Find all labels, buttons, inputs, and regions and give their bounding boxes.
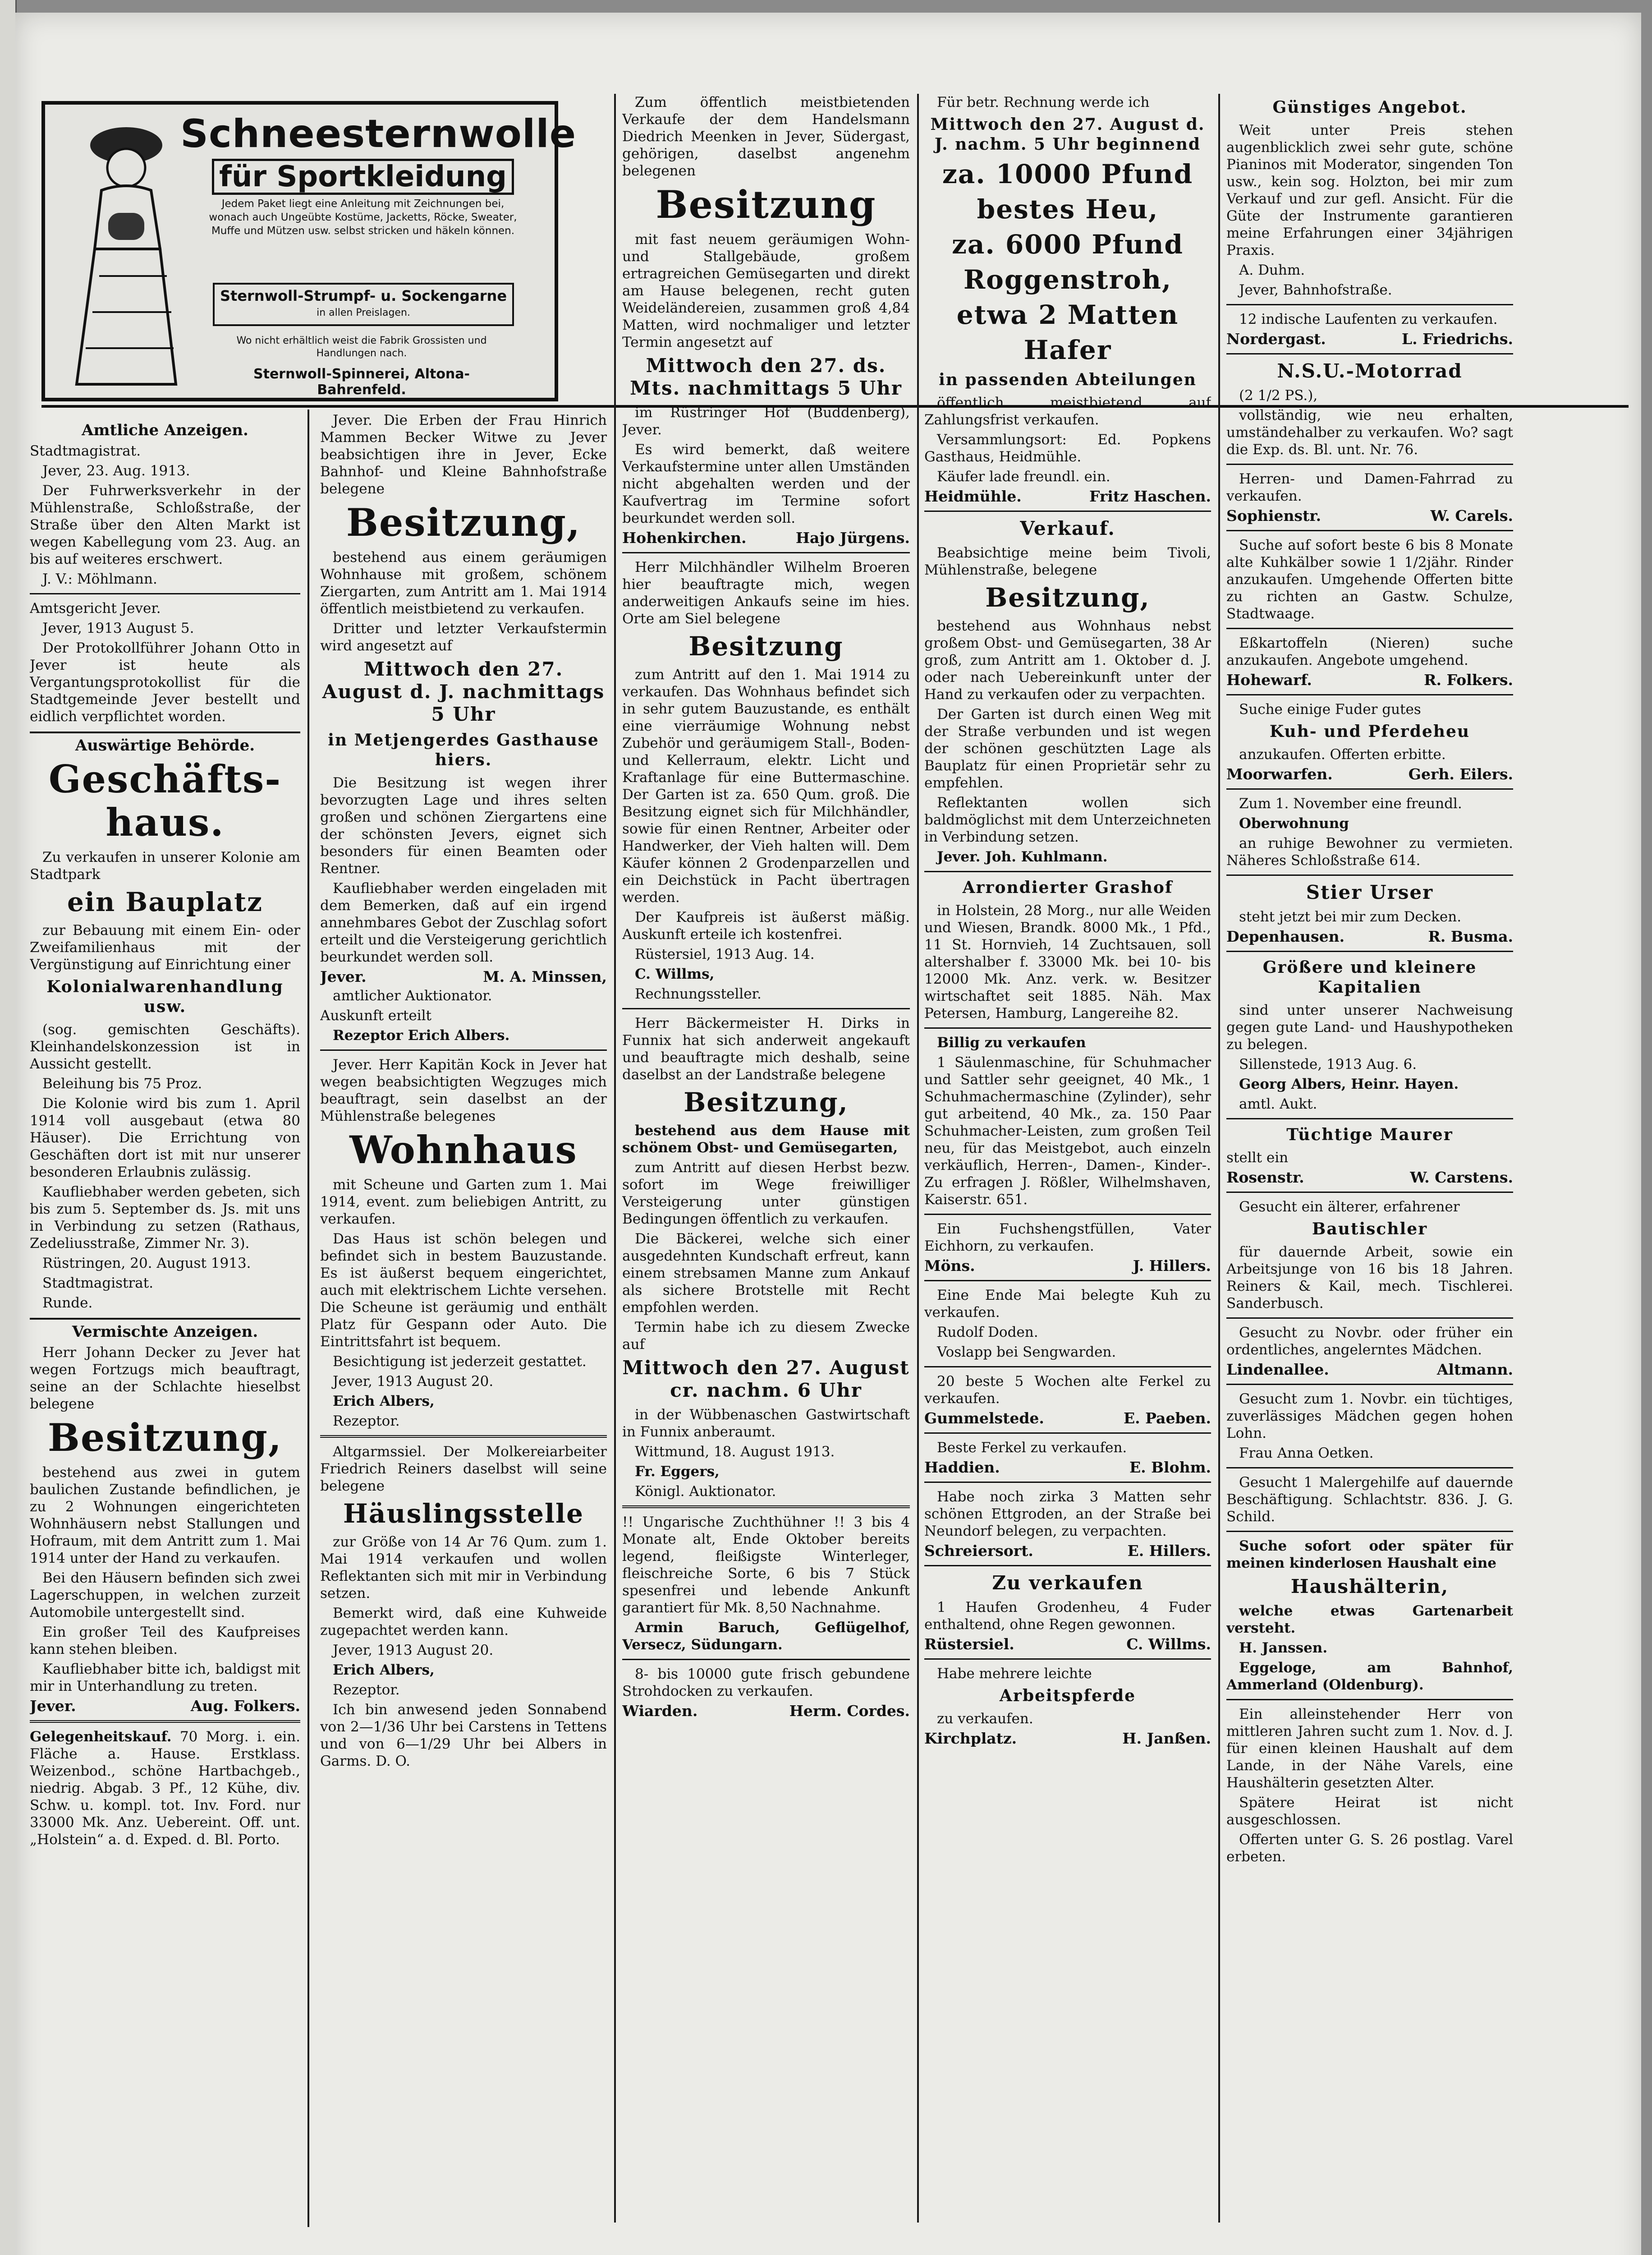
signature-name: Fritz Haschen. bbox=[1089, 488, 1211, 505]
signature-title: Königl. Auktionator. bbox=[635, 1483, 776, 1500]
ad-text: für dauernde Arbeit, sowie ein Arbeitsjunge von 16 bis 18 Jahren. Reiners & Kail, mech. Tischlerei. Sanderbusch. bbox=[1226, 1244, 1513, 1312]
divider bbox=[622, 1008, 910, 1009]
divider bbox=[1226, 628, 1513, 629]
section-heading: Amtliche Anzeigen. bbox=[82, 421, 248, 439]
signature-name: Gerh. Eilers. bbox=[1408, 765, 1513, 783]
divider bbox=[924, 1027, 1211, 1029]
signature-place: Kirchplatz. bbox=[924, 1730, 1017, 1747]
ad-signature bbox=[1226, 331, 1513, 348]
ad-text: 1 Haufen Grodenheu, 4 Fuder enthaltend, ohne Regen gewonnen. bbox=[924, 1599, 1211, 1633]
signature-name: E. Hillers. bbox=[1127, 1542, 1211, 1560]
headline-stroh: Roggenstroh, bbox=[963, 264, 1172, 295]
divider bbox=[1226, 1384, 1513, 1385]
divider bbox=[1226, 1192, 1513, 1193]
divider bbox=[1226, 874, 1513, 876]
notice-heading: Amtsgericht Jever. bbox=[30, 600, 161, 617]
ad-text: anzukaufen. Offerten erbitte. bbox=[1239, 746, 1446, 763]
signature-name: Aug. Folkers. bbox=[190, 1697, 300, 1715]
ad-signature: Fr. Eggers, bbox=[635, 1463, 720, 1480]
signature-name: R. Folkers. bbox=[1424, 671, 1513, 689]
ad-text: Jever. Herr Kapitän Kock in Jever hat wegen beabsichtigten Wegzuges mich beauftragt, sein daselbst an der Mühlenstraße belegenes bbox=[320, 1057, 607, 1124]
ad-text: Ein Fuchshengstfüllen, Vater Eichhorn, zu verkaufen. bbox=[924, 1221, 1211, 1254]
signature-name: E. Blohm. bbox=[1129, 1459, 1211, 1476]
divider bbox=[30, 593, 300, 594]
ad-text: Für betr. Rechnung werde ich bbox=[937, 94, 1150, 110]
ad-text: in Holstein, 28 Morg., nur alle Weiden und Wiesen, Brandk. 8000 Mk., 1 Pfd., 11 St. Hornvieh, 14 Zuchtsauen, soll altershalber f. 33000 Mk. bei 10- bis 12000 Mk. Anz. verk. w. Besitzer wirtschaftet seit 1885. Näh. Max Petersen, Hamburg, Langereihe 82. bbox=[924, 902, 1211, 1022]
ad-text: Käufer lade freundl. ein. bbox=[937, 469, 1111, 485]
ad-text: Herr Johann Decker zu Jever hat wegen Fortzugs mich beauftragt, seine an der Schlachte hieselbst belegene bbox=[30, 1344, 300, 1412]
ad-text: Die Besitzung ist wegen ihrer bevorzugten Lage und ihres selten großen und schönen Ziergartens eine der schönsten Jevers, eignet sich besonders für einen Beamten oder Rentner. bbox=[320, 775, 607, 877]
divider bbox=[320, 1435, 607, 1438]
ad-text: öffentlich meistbietend auf Zahlungsfrist verkaufen. bbox=[924, 395, 1211, 428]
ad-signature: Frau Anna Oetken. bbox=[1239, 1445, 1374, 1461]
ad-text: (2 1/2 PS.), bbox=[1239, 387, 1318, 404]
ad-text: Zum öffentlich meistbietenden Verkaufe der dem Handelsmann Diedrich Meenken in Jever, Südergast, gehörigen, daselbst angenehm belegenen bbox=[622, 94, 910, 179]
divider bbox=[924, 1658, 1211, 1660]
column-rule bbox=[614, 94, 616, 2223]
ad-signature: Stadtmagistrat. bbox=[42, 1275, 154, 1291]
ad-text: bestehend aus Wohnhaus nebst großem Obst- und Gemüsegarten, 38 Ar groß, zum Antritt am 1. Oktober d. J. oder nach Uebereinkunft unter der Hand zu verkaufen oder zu verpachten. bbox=[924, 618, 1211, 703]
ad-text: (sog. gemischten Geschäfts). Kleinhandelskonzession ist in Aussicht gestellt. bbox=[30, 1022, 300, 1072]
signature-place: Jever. bbox=[30, 1697, 76, 1715]
signature-name: H. Janßen. bbox=[1122, 1730, 1211, 1747]
signature-place: Möns. bbox=[924, 1257, 975, 1275]
column-5 bbox=[1226, 94, 1513, 2255]
notice-heading: Stadtmagistrat. bbox=[30, 443, 141, 459]
signature-name: L. Friedrichs. bbox=[1401, 330, 1513, 348]
ad-signature bbox=[1226, 1169, 1513, 1186]
advert-footer: Sternwoll-Spinnerei, Altona-Bahrenfeld. bbox=[253, 366, 470, 398]
ad-signature bbox=[320, 968, 607, 985]
column-1 bbox=[30, 412, 300, 2255]
headline-grashof: Arrondierter Grashof bbox=[962, 878, 1173, 897]
ad-signature: Rezeptor Erich Albers. bbox=[333, 1027, 510, 1044]
advert-title: Schneesternwolle bbox=[180, 111, 577, 156]
ad-text: Herr Bäckermeister H. Dirks in Funnix hat sich anderweit angekauft und beauftragte mich deshalb, seine daselbst an der Landstraße belegene bbox=[622, 1015, 910, 1083]
headline-pferdeheu: Kuh- und Pferdeheu bbox=[1269, 722, 1470, 741]
divider bbox=[924, 871, 1211, 872]
ad-text: Bemerkt wird, daß eine Kuhweide zugepachtet werden kann. bbox=[320, 1605, 607, 1638]
ad-text: bestehend aus einem geräumigen Wohnhause mit großem, schönem Ziergarten, zum Antritt am 1. Mai 1914 öffentlich meistbietend zu verkaufen. bbox=[320, 549, 607, 617]
woman-figure-illustration bbox=[59, 114, 198, 389]
ad-text: Der Kaufpreis ist äußerst mäßig. Auskunft erteile ich kostenfrei. bbox=[622, 909, 910, 943]
ad-heading: Billig zu verkaufen bbox=[937, 1035, 1086, 1051]
ad-text: Gesucht zum 1. Novbr. ein tüchtiges, zuverlässiges Mädchen gegen hohen Lohn. bbox=[1226, 1391, 1513, 1441]
signature-name: E. Paeben. bbox=[1124, 1409, 1211, 1427]
divider bbox=[924, 1482, 1211, 1483]
signature-place: Gummelstede. bbox=[924, 1409, 1044, 1427]
schneesternwolle-advert bbox=[41, 101, 577, 401]
divider bbox=[1226, 1531, 1513, 1532]
ad-text: mit fast neuem geräumigen Wohn- und Stallgebäude, großem ertragreichen Gemüsegarten und direkt am Hause belegenen, recht guten Weideländereien, zusammen groß 4,84 Matten, wird nochmaliger und letzter Termin angesetzt auf bbox=[622, 231, 910, 350]
ad-date: Jever, 1913 August 20. bbox=[333, 1642, 494, 1658]
divider bbox=[1226, 353, 1513, 354]
ad-signature bbox=[924, 1636, 1211, 1653]
ad-text: zum Antritt auf diesen Herbst bezw. sofort im Wege freiwilliger Versteigerung unter günstigen Bedingungen öffentlich zu verkaufen. bbox=[622, 1160, 910, 1227]
signature-place: Nordergast. bbox=[1226, 330, 1326, 348]
ad-signature: Rudolf Doden. bbox=[937, 1324, 1038, 1340]
ad-signature bbox=[924, 1730, 1211, 1747]
signature-name: Altmann. bbox=[1436, 1361, 1513, 1378]
ad-text: Suche einige Fuder gutes bbox=[1239, 701, 1421, 718]
ad-text: sind unter unserer Nachweisung gegen gute Land- und Haushypotheken zu belegen. bbox=[1226, 1002, 1513, 1053]
signature-title: amtl. Aukt. bbox=[1239, 1096, 1317, 1112]
headline-stroh-amount: za. 6000 Pfund bbox=[952, 229, 1184, 260]
divider bbox=[1226, 788, 1513, 790]
column-4 bbox=[924, 94, 1211, 2255]
signature-title: Rezeptor. bbox=[333, 1413, 400, 1429]
ad-text: !! Ungarische Zuchthühner !! 3 bis 4 Monate alt, Ende Oktober bereits legend, fleißigste Winterleger, fleischreiche Sorte, 6 bis 7 Stück spesenfrei und lebende Ankunft garantiert für Mk. 8,50 Nachnahme. bbox=[622, 1514, 910, 1616]
notice-text: Der Fuhrwerksverkehr in der Mühlenstraße, Schloßstraße, der Straße über den Alten Markt ist wegen Kabellegung vom 23. Aug. an bis auf weiteres erschwert. bbox=[30, 483, 300, 567]
ad-text: zur Größe von 14 Ar 76 Qum. zum 1. Mai 1914 verkaufen und wollen Reflektanten sich mit mir in Verbindung setzen. bbox=[320, 1534, 607, 1602]
ad-text: Besichtigung ist jederzeit gestattet. bbox=[333, 1353, 587, 1370]
column-rule bbox=[307, 410, 309, 2227]
ad-text: Herren- und Damen-Fahrrad zu verkaufen. bbox=[1226, 471, 1513, 504]
ad-signature bbox=[622, 529, 910, 547]
signature-title: Rezeptor. bbox=[333, 1682, 400, 1698]
signature-name: M. A. Minssen, bbox=[483, 968, 607, 985]
signature-place: Rüstersiel. bbox=[924, 1635, 1014, 1653]
column-rule bbox=[917, 94, 919, 2223]
ad-text: 20 beste 5 Wochen alte Ferkel zu verkaufen. bbox=[924, 1373, 1211, 1407]
ad-text: Dritter und letzter Verkaufstermin wird angesetzt auf bbox=[320, 621, 607, 654]
ad-signature: Runde. bbox=[42, 1295, 93, 1311]
ad-signature: Erich Albers, bbox=[333, 1662, 435, 1678]
ad-text: Gesucht 1 Malergehilfe auf dauernde Beschäftigung. Schlachtstr. 836. J. G. Schild. bbox=[1226, 1474, 1513, 1525]
column-2 bbox=[320, 412, 607, 2255]
ad-text: mit Scheune und Garten zum 1. Mai 1914, event. zum beliebigen Antritt, zu verkaufen. bbox=[320, 1177, 607, 1227]
signature-place: Hohewarf. bbox=[1226, 671, 1312, 689]
headline-heu: bestes Heu, bbox=[977, 194, 1159, 225]
divider bbox=[1226, 1118, 1513, 1119]
signature-place: Schreiersort. bbox=[924, 1542, 1033, 1560]
ad-signature bbox=[924, 1542, 1211, 1560]
ad-signature bbox=[924, 1459, 1211, 1476]
ad-date: Wittmund, 18. August 1913. bbox=[635, 1444, 835, 1460]
headline-kapitalien: Größere und kleinere Kapitalien bbox=[1262, 958, 1477, 997]
ad-signature bbox=[1226, 1361, 1513, 1378]
signature-name: C. Willms. bbox=[1126, 1635, 1211, 1653]
signature-place: Jever. bbox=[320, 968, 367, 985]
divider bbox=[1226, 694, 1513, 695]
ad-text: vollständig, wie neu erhalten, umständehalber zu verkaufen. Wo? sagt die Exp. ds. Bl. unt. Nr. 76. bbox=[1226, 407, 1513, 458]
adjacent-page-edge bbox=[0, 0, 17, 2255]
headline-besitzung: Besitzung bbox=[688, 631, 844, 662]
ad-signature: A. Duhm. bbox=[1239, 262, 1305, 278]
ad-text: Die Kolonie wird bis zum 1. April 1914 voll ausgebaut (etwa 80 Häuser). Die Errichtung von Geschäften dort ist mit nur unserer besonderen Erlaubnis zulässig. bbox=[30, 1095, 300, 1180]
headline-geschaeftshaus: Geschäfts-haus. bbox=[48, 757, 282, 845]
ad-text: Beabsichtige meine beim Tivoli, Mühlenstraße, belegene bbox=[924, 545, 1211, 578]
signature-name: W. Carstens. bbox=[1410, 1169, 1513, 1186]
signature-place: Haddien. bbox=[924, 1459, 1000, 1476]
ad-text: Suche sofort oder später für meinen kinderlosen Haushalt eine bbox=[1226, 1538, 1513, 1571]
divider bbox=[1226, 951, 1513, 952]
headline-matten: etwa 2 Matten bbox=[956, 299, 1179, 330]
ad-text: stellt ein bbox=[1226, 1150, 1289, 1166]
ad-text: Jever. Die Erben der Frau Hinrich Mammen Becker Witwe zu Jever beabsichtigen ihre in Jever, Ecke Bahnhof- und Kleine Bahnhofstraße belegene bbox=[320, 412, 607, 497]
ad-signature bbox=[1226, 928, 1513, 945]
ad-text: Eine Ende Mai belegte Kuh zu verkaufen. bbox=[924, 1287, 1211, 1321]
headline-besitzung: Besitzung bbox=[656, 182, 876, 227]
ad-text: zur Bebauung mit einem Ein- oder Zweifamilienhaus mit der Vergünstigung auf Einrichtung einer bbox=[30, 922, 300, 973]
headline-besitzung: Besitzung, bbox=[985, 582, 1150, 613]
divider bbox=[924, 1214, 1211, 1215]
headline-bautischler: Bautischler bbox=[1312, 1220, 1428, 1238]
ad-text: Habe mehrere leichte bbox=[937, 1666, 1092, 1682]
signature-title: amtlicher Auktionator. bbox=[333, 988, 492, 1004]
ad-text: Gesucht ein älterer, erfahrener bbox=[1239, 1199, 1460, 1215]
headline-termin: Mittwoch den 27. August d. J. nachm. 5 Uhr beginnend bbox=[930, 115, 1205, 154]
ad-text: Ein großer Teil des Kaufpreises kann stehen bleiben. bbox=[30, 1624, 300, 1657]
headline-besitzung: Besitzung, bbox=[684, 1087, 849, 1118]
section-heading: Vermischte Anzeigen. bbox=[30, 1318, 300, 1340]
signature-place: Sophienstr. bbox=[1226, 507, 1322, 525]
signature-name: W. Carels. bbox=[1430, 507, 1513, 525]
headline-haeuslingsstelle: Häuslingsstelle bbox=[343, 1498, 584, 1529]
divider bbox=[1226, 304, 1513, 305]
ad-text: Kaufliebhaber bitte ich, baldigst mit mir in Unterhandlung zu treten. bbox=[30, 1661, 300, 1694]
ad-place: Eggeloge, am Bahnhof, Ammerland (Oldenburg). bbox=[1226, 1660, 1513, 1693]
column-3 bbox=[622, 94, 910, 2255]
ad-text: Spätere Heirat ist nicht ausgeschlossen. bbox=[1226, 1795, 1513, 1828]
signature-name: J. Hillers. bbox=[1133, 1257, 1211, 1275]
signature-place: Depenhausen. bbox=[1226, 928, 1345, 945]
signature-title: Rechnungssteller. bbox=[635, 986, 762, 1002]
ad-text: im Rüstringer Hof (Buddenberg), Jever. bbox=[622, 405, 910, 438]
ad-date: Jever, 1913 August 20. bbox=[333, 1373, 494, 1390]
divider bbox=[924, 1366, 1211, 1367]
ad-signature: Georg Albers, Heinr. Hayen. bbox=[1239, 1076, 1459, 1092]
signature-name: R. Busma. bbox=[1428, 928, 1513, 945]
headline-besitzung: Besitzung, bbox=[346, 500, 581, 545]
advert-note: Wo nicht erhältlich weist die Fabrik Grossisten und Handlungen nach. bbox=[236, 335, 487, 359]
ad-signature: Armin Baruch, Geflügelhof, Versecz, Südungarn. bbox=[622, 1620, 910, 1653]
advert-yarn-sub: in allen Preislagen. bbox=[317, 307, 410, 318]
divider bbox=[1226, 1699, 1513, 1700]
ad-text: steht jetzt bei mir zum Decken. bbox=[1239, 909, 1462, 925]
ad-text: bestehend aus zwei in gutem baulichen Zustande befindlichen, je zu 2 Wohnungen eingerichteten Wohnhäusern nebst Stallungen und Hofraum, mit dem Antritt zum 1. Mai 1914 unter der Hand zu verkaufen. bbox=[30, 1464, 300, 1566]
signature-name: Hajo Jürgens. bbox=[795, 529, 910, 547]
divider bbox=[924, 1565, 1211, 1566]
divider bbox=[622, 1505, 910, 1508]
divider bbox=[30, 1720, 300, 1723]
newspaper-page bbox=[15, 13, 1641, 2255]
ad-signature bbox=[30, 1698, 300, 1715]
ad-signature bbox=[1226, 766, 1513, 783]
ad-text: welche etwas Gartenarbeit versteht. bbox=[1226, 1603, 1513, 1636]
ad-text: zum Antritt auf den 1. Mai 1914 zu verkaufen. Das Wohnhaus befindet sich in sehr gutem Bauzustande, es enthält eine vierräumige Wohnung nebst Zubehör und geräumigem Stall-, Boden- und Kellerraum, elektr. Licht und Kraftanlage für eine Buttermaschine. Der Garten ist za. 650 Qum. groß. Die Besitzung eignet sich für Milchhändler, sowie für einen Rentner, Arbeiter oder Handwerker, der Vieh halten will. Dem Käufer können 2 Grodenparzellen und ein Deichstück in Pacht übertragen werden. bbox=[622, 667, 910, 906]
notice-date: Jever, 23. Aug. 1913. bbox=[42, 463, 190, 479]
ad-text: Altgarmssiel. Der Molkereiarbeiter Friedrich Reiners daselbst will seine belegene bbox=[320, 1444, 607, 1494]
headline-bauplatz: ein Bauplatz bbox=[67, 887, 263, 917]
ad-text: Habe noch zirka 3 Matten sehr schönen Ettgroden, an der Straße bei Neundorf belegen, zu verpachten. bbox=[924, 1489, 1211, 1539]
ad-date: Rüstringen, 20. August 1913. bbox=[42, 1255, 251, 1271]
ad-signature bbox=[1226, 672, 1513, 689]
headline-besitzung: Besitzung, bbox=[47, 1415, 283, 1460]
ad-text: Das Haus ist schön belegen und befindet sich in bestem Bauzustande. Es ist äußerst bequem eingerichtet, auch mit elektrischem Lichte versehen. Die Scheune ist geräumig und enthält Platz für Gespann oder Auto. Die Eintrittsfahrt ist bequem. bbox=[320, 1231, 607, 1350]
divider bbox=[924, 511, 1211, 512]
ad-signature: Erich Albers, bbox=[333, 1393, 435, 1409]
signature-place: Hohenkirchen. bbox=[622, 529, 747, 547]
ad-text: Offerten unter G. S. 26 postlag. Varel erbeten. bbox=[1226, 1832, 1513, 1865]
headline-wohnhaus: Wohnhaus bbox=[349, 1128, 578, 1172]
signature-place: Heidmühle. bbox=[924, 488, 1022, 505]
headline-stier: Stier Urser bbox=[1306, 881, 1434, 903]
ad-text: Versammlungsort: Ed. Popkens Gasthaus, Heidmühle. bbox=[924, 432, 1211, 465]
ad-text: Beste Ferkel zu verkaufen. bbox=[937, 1440, 1127, 1456]
headline-nsu-motorrad: N.S.U.-Motorrad bbox=[1277, 360, 1463, 382]
headline-zu-verkaufen: Zu verkaufen bbox=[992, 1572, 1143, 1594]
headline-termin: Mittwoch den 27. August d. J. nachmittags 5 Uhr bbox=[322, 658, 605, 725]
ad-text: Suche auf sofort beste 6 bis 8 Monate alte Kuhkälber sowie 1 1/2jähr. Rinder anzukaufen. Umgehende Offerten bitte zu richten an Gastw. Schulze, Stadtwaage. bbox=[1226, 537, 1513, 622]
divider bbox=[1226, 464, 1513, 465]
ad-signature bbox=[924, 1410, 1211, 1427]
ad-text: Auskunft erteilt bbox=[320, 1008, 432, 1024]
divider bbox=[622, 552, 910, 553]
ad-text: Reflektanten wollen sich baldmöglichst mit dem Unterzeichneten in Verbindung setzen. bbox=[924, 795, 1211, 845]
ad-text: 70 Morg. i. ein. Fläche a. Hause. Erstklass. Weizenbod., schöne Hartbachgeb., niedrig. Abgab. 3 Pf., 12 Kühe, div. Schw. u. kompl. tot. Inv. Ford. nur 33000 Mk. Anz. Uebereint. Off. unt. „Holstein“ a. d. Exped. d. Bl. Porto. bbox=[30, 1729, 300, 1848]
ad-subheading: Oberwohnung bbox=[1239, 815, 1349, 832]
ad-text: Voslapp bei Sengwarden. bbox=[937, 1344, 1116, 1360]
divider bbox=[1226, 1317, 1513, 1319]
headline-haushaelterin: Haushälterin, bbox=[1290, 1575, 1449, 1597]
ad-text: 12 indische Laufenten zu verkaufen. bbox=[1239, 311, 1498, 327]
ad-date: Rüstersiel, 1913 Aug. 14. bbox=[635, 946, 815, 962]
section-heading: Auswärtige Behörde. bbox=[30, 732, 300, 754]
ad-text: Jever, Bahnhofstraße. bbox=[1239, 282, 1392, 298]
ad-text: in der Wübbenaschen Gastwirtschaft in Funnix anberaumt. bbox=[622, 1407, 910, 1440]
ad-text: Ein alleinstehender Herr von mittleren Jahren sucht zum 1. Nov. d. J. für einen kleinen Haushalt auf dem Lande, in der Nähe Varels, eine Haushälterin gesetzten Alter. bbox=[1226, 1706, 1513, 1791]
ad-signature bbox=[924, 1257, 1211, 1275]
ad-heading: Gelegenheitskauf. bbox=[30, 1729, 172, 1745]
ad-text: Weit unter Preis stehen augenblicklich zwei sehr gute, schöne Pianinos mit Moderator, singenden Ton usw., kein sog. Holzton, bei mir zum Verkauf und zur gefl. Ansicht. Für die Güte der Instrumente garantieren meine Erfahrungen einer 34jährigen Praxis. bbox=[1226, 122, 1513, 258]
signature-place: Moorwarfen. bbox=[1226, 765, 1333, 783]
ad-text: Zu verkaufen in unserer Kolonie am Stadtpark bbox=[30, 849, 300, 883]
ad-text: Die Bäckerei, welche sich einer ausgedehnten Kundschaft erfreut, kann einem strebsamen Manne zum Ankauf als sichere Brotstelle mit Recht empfohlen werden. bbox=[622, 1231, 910, 1316]
ad-date: Sillenstede, 1913 Aug. 6. bbox=[1239, 1056, 1417, 1072]
divider bbox=[1226, 1467, 1513, 1468]
ad-text: Es wird bemerkt, daß weitere Verkaufstermine unter allen Umständen nicht abgehalten werden und der Kaufvertrag im Termine sofort beurkundet werden soll. bbox=[622, 442, 910, 526]
headline-termin: Mittwoch den 27. August cr. nachm. 6 Uhr bbox=[622, 1357, 910, 1401]
notice-signature: J. V.: Möhlmann. bbox=[42, 571, 157, 587]
headline-angebot: Günstiges Angebot. bbox=[1272, 98, 1467, 117]
ad-text: Kaufliebhaber werden gebeten, sich bis zum 5. September ds. Js. mit uns in Verbindung zu setzen (Rathaus, Zedeliusstraße, Zimmer Nr. 3). bbox=[30, 1184, 300, 1252]
advert-description: Jedem Paket liegt eine Anleitung mit Zeichnungen bei, wonach auch Ungeübte Kostüme, Jacketts, Röcke, Sweater, Muffe und Mützen usw. selbst stricken und häkeln können. bbox=[209, 198, 517, 237]
ad-signature: Jever. Joh. Kuhlmann. bbox=[937, 849, 1108, 865]
ad-signature bbox=[1226, 507, 1513, 525]
column-rule bbox=[1218, 94, 1220, 2223]
notice-date: Jever, 1913 August 5. bbox=[42, 620, 194, 636]
signature-place: Lindenallee. bbox=[1226, 1361, 1329, 1378]
ad-text: 1 Säulenmaschine, für Schuhmacher und Sattler sehr geeignet, 40 Mk., 1 Schuhmachermaschine (Zylinder), sehr gut arbeitend, 40 Mk., za. 150 Paar Schuhmacher-Leisten, zum großen Teil neu, für das Meistgebot, auch einzeln verkäuflich, Herren-, Damen-, Kinder-. Zu erfragen J. Rößler, Wilhelmshaven, Kaiserstr. 651. bbox=[924, 1054, 1211, 1208]
ad-text: zu verkaufen. bbox=[937, 1711, 1033, 1727]
divider bbox=[622, 1659, 910, 1660]
ad-text: an ruhige Bewohner zu vermieten. Näheres Schloßstraße 614. bbox=[1226, 835, 1513, 869]
headline-verkauf: Verkauf. bbox=[1020, 517, 1115, 539]
headline-heu-amount: za. 10000 Pfund bbox=[942, 159, 1193, 189]
ad-signature bbox=[622, 1703, 910, 1720]
ad-subheading: bestehend aus dem Hause mit schönem Obst- und Gemüsegarten, bbox=[622, 1123, 910, 1156]
headline-abteilungen: in passenden Abteilungen bbox=[939, 370, 1197, 389]
signature-name: Herm. Cordes. bbox=[789, 1702, 910, 1720]
advert-subtitle: für Sportkleidung bbox=[212, 159, 514, 195]
signature-place: Rosenstr. bbox=[1226, 1169, 1304, 1186]
ad-text: Termin habe ich zu diesem Zwecke auf bbox=[622, 1319, 910, 1353]
divider bbox=[320, 1049, 607, 1051]
ad-text: Der Garten ist durch einen Weg mit der Straße verbunden und ist wegen der schönen geschützten Lage als Bauplatz für einen Proprietär sehr zu empfehlen. bbox=[924, 706, 1211, 791]
ad-text: Ich bin anwesend jeden Sonnabend von 2—1/36 Uhr bei Carstens in Tettens und von 6—1/29 Uhr bei Albers in Garms. D. O. bbox=[320, 1702, 607, 1769]
signature-place: Wiarden. bbox=[622, 1702, 698, 1720]
headline-termin: Mittwoch den 27. ds. Mts. nachmittags 5 Uhr bbox=[630, 354, 902, 399]
notice-text: Der Protokollführer Johann Otto in Jever ist heute als Vergantungsprotokollist für die Stadtgemeinde Jever bestellt und eidlich verpflichtet worden. bbox=[30, 640, 300, 725]
ad-text: Bei den Häusern befinden sich zwei Lagerschuppen, in welchen zurzeit Automobile untergestellt sind. bbox=[30, 1570, 300, 1620]
divider bbox=[924, 1432, 1211, 1434]
headline-arbeitspferde: Arbeitspferde bbox=[999, 1686, 1136, 1705]
ad-signature bbox=[924, 488, 1211, 505]
ad-signature: H. Janssen. bbox=[1239, 1640, 1328, 1656]
advert-yarn-title: Sternwoll-Strumpf- u. Sockengarne bbox=[220, 287, 507, 304]
ad-text: Gesucht zu Novbr. oder früher ein ordentliches, angelerntes Mädchen. bbox=[1226, 1325, 1513, 1358]
headline-maurer: Tüchtige Maurer bbox=[1286, 1125, 1453, 1144]
headline-hafer: Hafer bbox=[1023, 335, 1112, 365]
divider bbox=[1226, 530, 1513, 531]
advert-yarn-box bbox=[213, 283, 514, 326]
ad-text: Beleihung bis 75 Proz. bbox=[42, 1076, 202, 1092]
ad-signature: C. Willms, bbox=[635, 966, 715, 982]
divider bbox=[924, 1280, 1211, 1281]
ad-text: Zum 1. November eine freundl. bbox=[1239, 796, 1462, 812]
ad-text: Kaufliebhaber werden eingeladen mit dem Bemerken, daß auf ein irgend annehmbares Gebot der Zuschlag sofort erteilt und die Versteigerung gerichtlich beurkundet werden soll. bbox=[320, 880, 607, 965]
ad-text: 8- bis 10000 gute frisch gebundene Strohdocken zu verkaufen. bbox=[622, 1666, 910, 1699]
headline-ort: in Metjengerdes Gasthause hiers. bbox=[328, 731, 599, 769]
ad-text: Herr Milchhändler Wilhelm Broeren hier beauftragte mich, wegen anderweitigen Ankaufs seine im hies. Orte am Siel belegene bbox=[622, 559, 910, 627]
ad-text: Eßkartoffeln (Nieren) suche anzukaufen. Angebote umgehend. bbox=[1226, 635, 1513, 668]
headline-kolonialwaren: Kolonialwarenhandlung usw. bbox=[46, 977, 284, 1016]
